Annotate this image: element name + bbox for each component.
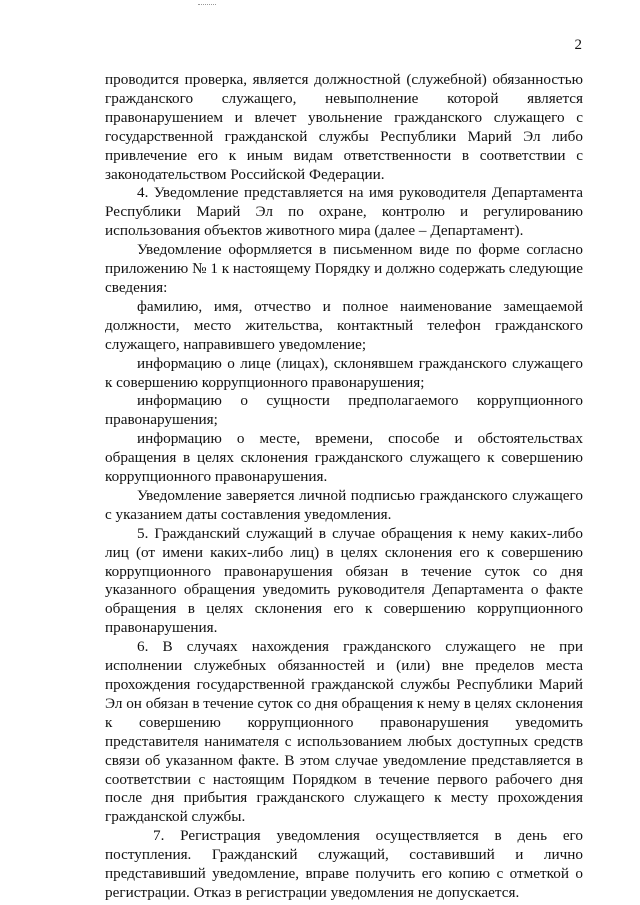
paragraph-info-place: информацию о месте, времени, способе и обстоятельствах обращения в целях склонения гражданского служащего к совершению коррупционного правонарушения. [105, 430, 583, 486]
page-number: 2 [574, 37, 582, 53]
document-body [105, 71, 583, 903]
paragraph-info-essence: информацию о сущности предполагаемого коррупционного правонарушения; [105, 392, 583, 429]
paragraph-continuation: проводится проверка, является должностной (служебной) обязанностью гражданского служащего, невыполнение которой является правонарушением и влечет увольнение гражданского служащего с государственной гражданской службы Республики Марий Эл либо привлечение его к иным видам ответственности в соответствии с законодательством Российской Федерации. [105, 71, 583, 183]
paragraph-info-person: информацию о лице (лицах), склонявшем гражданского служащего к совершению коррупционного правонарушения; [105, 354, 583, 391]
paragraph-item-4: 4. Уведомление представляется на имя руководителя Департамента Республики Марий Эл по охране, контролю и регулированию использования объектов животного мира (далее – Департамент). [105, 184, 583, 240]
paragraph-info-name: фамилию, имя, отчество и полное наименование замещаемой должности, место жительства, контактный телефон гражданского служащего, направившего уведомление; [105, 297, 583, 353]
paragraph-notification-form: Уведомление оформляется в письменном виде по форме согласно приложению № 1 к настоящему Порядку и должно содержать следующие сведения: [105, 241, 584, 296]
paragraph-item-5: 5. Гражданский служащий в случае обращения к нему каких-либо лиц (от имени каких-либо лиц) в целях склонения его к совершению коррупционного правонарушения обязан в течение суток со дня указанного обращения уведомить руководителя Департамента о факте обращения в целях склонения его к совершению коррупционного правонарушения. [105, 524, 583, 637]
scan-artifact [198, 4, 216, 8]
paragraph-item-6: 6. В случаях нахождения гражданского служащего не при исполнении служебных обязанностей и (или) вне пределов места прохождения государственной гражданской службы Республики Марий Эл он обязан в течение суток со дня обращения к нему в целях склонения к совершению коррупционного правонарушения уведомить представителя нанимателя с использованием любых доступных средств связи об указанном факте. В этом случае уведомление представляется в соответствии с настоящим Порядком в течение первого рабочего дня после дня прибытия гражданского служащего к месту прохождения гражданской службы. [105, 638, 583, 826]
paragraph-signature: Уведомление заверяется личной подписью гражданского служащего с указанием даты составления уведомления. [105, 486, 583, 523]
paragraph-item-7: 7. Регистрация уведомления осуществляется в день его поступления. Гражданский служащий, составивший и лично представивший уведомление, вправе получить его копию с отметкой о регистрации. Отказ в регистрации уведомления не допускается. [105, 827, 583, 901]
